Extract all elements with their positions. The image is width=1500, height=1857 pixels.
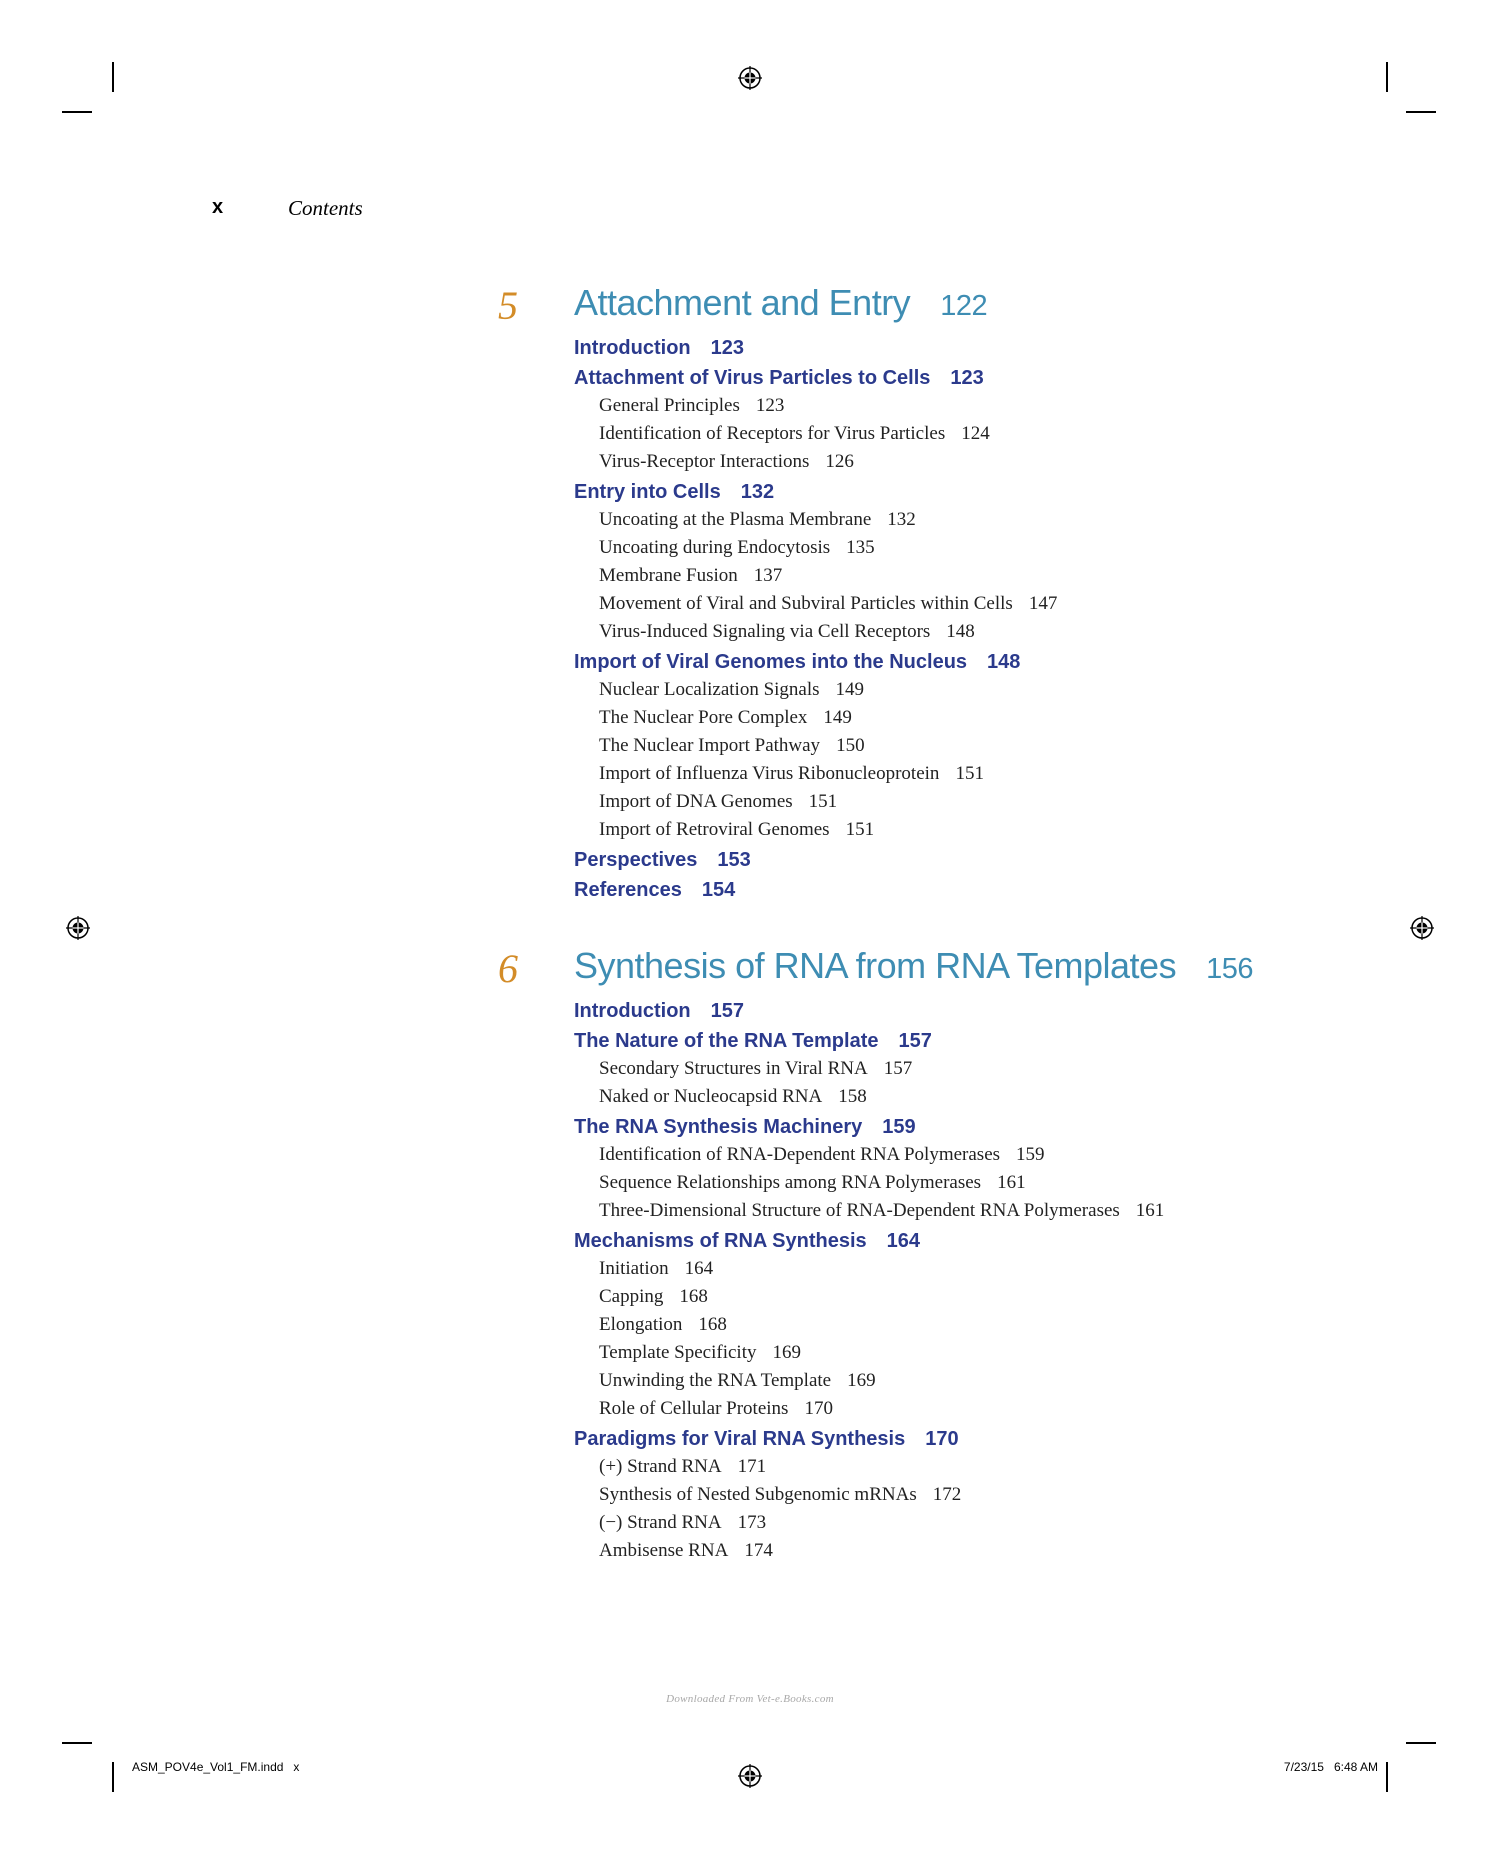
chapter-title[interactable]: Attachment and Entry 122 (574, 282, 988, 323)
crop-mark-bottom-left-horizontal (62, 1742, 92, 1744)
running-title: Contents (288, 196, 363, 220)
toc-subsection[interactable]: Naked or Nucleocapsid RNA 158 (599, 1086, 867, 1107)
toc-subsection[interactable]: Movement of Viral and Subviral Particles within Cells 147 (599, 593, 1058, 614)
toc-subsection[interactable]: Nuclear Localization Signals 149 (599, 679, 865, 700)
toc-subsection[interactable]: Virus-Receptor Interactions 126 (599, 451, 854, 472)
toc-subsection[interactable]: Identification of Receptors for Virus Particles 124 (599, 423, 990, 444)
toc-subsection[interactable]: Import of DNA Genomes 151 (599, 791, 838, 812)
toc-subsection[interactable]: The Nuclear Import Pathway 150 (599, 735, 865, 756)
toc-section[interactable]: Mechanisms of RNA Synthesis 164 (574, 1230, 921, 1252)
toc-subsection[interactable]: Synthesis of Nested Subgenomic mRNAs 172 (599, 1484, 962, 1505)
slug-filename: ASM_POV4e_Vol1_FM.indd x (132, 1760, 300, 1774)
toc-section[interactable]: Paradigms for Viral RNA Synthesis 170 (574, 1428, 959, 1450)
toc-subsection[interactable]: Template Specificity 169 (599, 1342, 801, 1363)
chapter-title[interactable]: Synthesis of RNA from RNA Templates 156 (574, 945, 1253, 986)
chapter-heading (498, 282, 1298, 332)
chapter-entries (574, 335, 1298, 904)
toc-subsection[interactable]: Three-Dimensional Structure of RNA-Dependent RNA Polymerases 161 (599, 1200, 1165, 1221)
chapter-page: 156 (1206, 953, 1253, 985)
registration-mark-icon (738, 66, 762, 90)
crop-mark-top-right-horizontal (1406, 111, 1436, 113)
crop-mark-top-left-horizontal (62, 111, 92, 113)
toc-subsection[interactable]: Secondary Structures in Viral RNA 157 (599, 1058, 913, 1079)
crop-mark-bottom-right-vertical (1386, 1762, 1388, 1792)
toc-section[interactable]: Introduction 157 (574, 1000, 745, 1022)
toc-subsection[interactable]: Role of Cellular Proteins 170 (599, 1398, 833, 1419)
chapter-number: 5 (498, 283, 518, 328)
toc-subsection[interactable]: Uncoating at the Plasma Membrane 132 (599, 509, 916, 530)
toc-subsection[interactable]: Unwinding the RNA Template 169 (599, 1370, 876, 1391)
toc-subsection[interactable]: Virus-Induced Signaling via Cell Receptors 148 (599, 621, 975, 642)
toc-section[interactable]: Attachment of Virus Particles to Cells 123 (574, 367, 984, 389)
toc-subsection[interactable]: Membrane Fusion 137 (599, 565, 783, 586)
crop-mark-bottom-right-horizontal (1406, 1742, 1436, 1744)
toc-section[interactable]: Introduction 123 (574, 337, 745, 359)
toc-subsection[interactable]: (+) Strand RNA 171 (599, 1456, 767, 1477)
registration-mark-icon (66, 916, 90, 940)
chapter-page: 122 (940, 290, 988, 322)
toc-subsection[interactable]: Uncoating during Endocytosis 135 (599, 537, 875, 558)
chapter-5-block (498, 282, 1298, 904)
download-watermark: Downloaded From Vet-e.Books.com (666, 1693, 834, 1705)
toc-section[interactable]: The RNA Synthesis Machinery 159 (574, 1116, 916, 1138)
chapter-number: 6 (498, 946, 518, 991)
chapter-6-block (498, 945, 1298, 1565)
toc-section[interactable]: References 154 (574, 879, 736, 901)
toc-section[interactable]: Perspectives 153 (574, 849, 751, 871)
toc-section[interactable]: Import of Viral Genomes into the Nucleus 148 (574, 651, 1021, 673)
toc-subsection[interactable]: Import of Influenza Virus Ribonucleoprotein 151 (599, 763, 984, 784)
toc-subsection[interactable]: Capping 168 (599, 1286, 708, 1307)
registration-mark-icon (1410, 916, 1434, 940)
crop-mark-top-right-vertical (1386, 62, 1388, 92)
toc-section[interactable]: Entry into Cells 132 (574, 481, 775, 503)
toc-subsection[interactable]: Import of Retroviral Genomes 151 (599, 819, 875, 840)
crop-mark-top-left-vertical (112, 62, 114, 92)
toc-subsection[interactable]: Initiation 164 (599, 1258, 714, 1279)
page-folio: x (212, 196, 224, 218)
chapter-heading (498, 945, 1298, 995)
toc-section[interactable]: The Nature of the RNA Template 157 (574, 1030, 932, 1052)
slug-timestamp: 7/23/15 6:48 AM (1283, 1760, 1378, 1774)
crop-mark-bottom-left-vertical (112, 1762, 114, 1792)
toc-subsection[interactable]: Sequence Relationships among RNA Polymerases 161 (599, 1172, 1026, 1193)
toc-subsection[interactable]: Ambisense RNA 174 (599, 1540, 773, 1561)
toc-subsection[interactable]: The Nuclear Pore Complex 149 (599, 707, 852, 728)
toc-subsection[interactable]: General Principles 123 (599, 395, 785, 416)
toc-subsection[interactable]: Identification of RNA-Dependent RNA Polymerases 159 (599, 1144, 1045, 1165)
chapter-entries (574, 998, 1298, 1565)
registration-mark-icon (738, 1764, 762, 1788)
toc-subsection[interactable]: (−) Strand RNA 173 (599, 1512, 767, 1533)
toc-subsection[interactable]: Elongation 168 (599, 1314, 727, 1335)
